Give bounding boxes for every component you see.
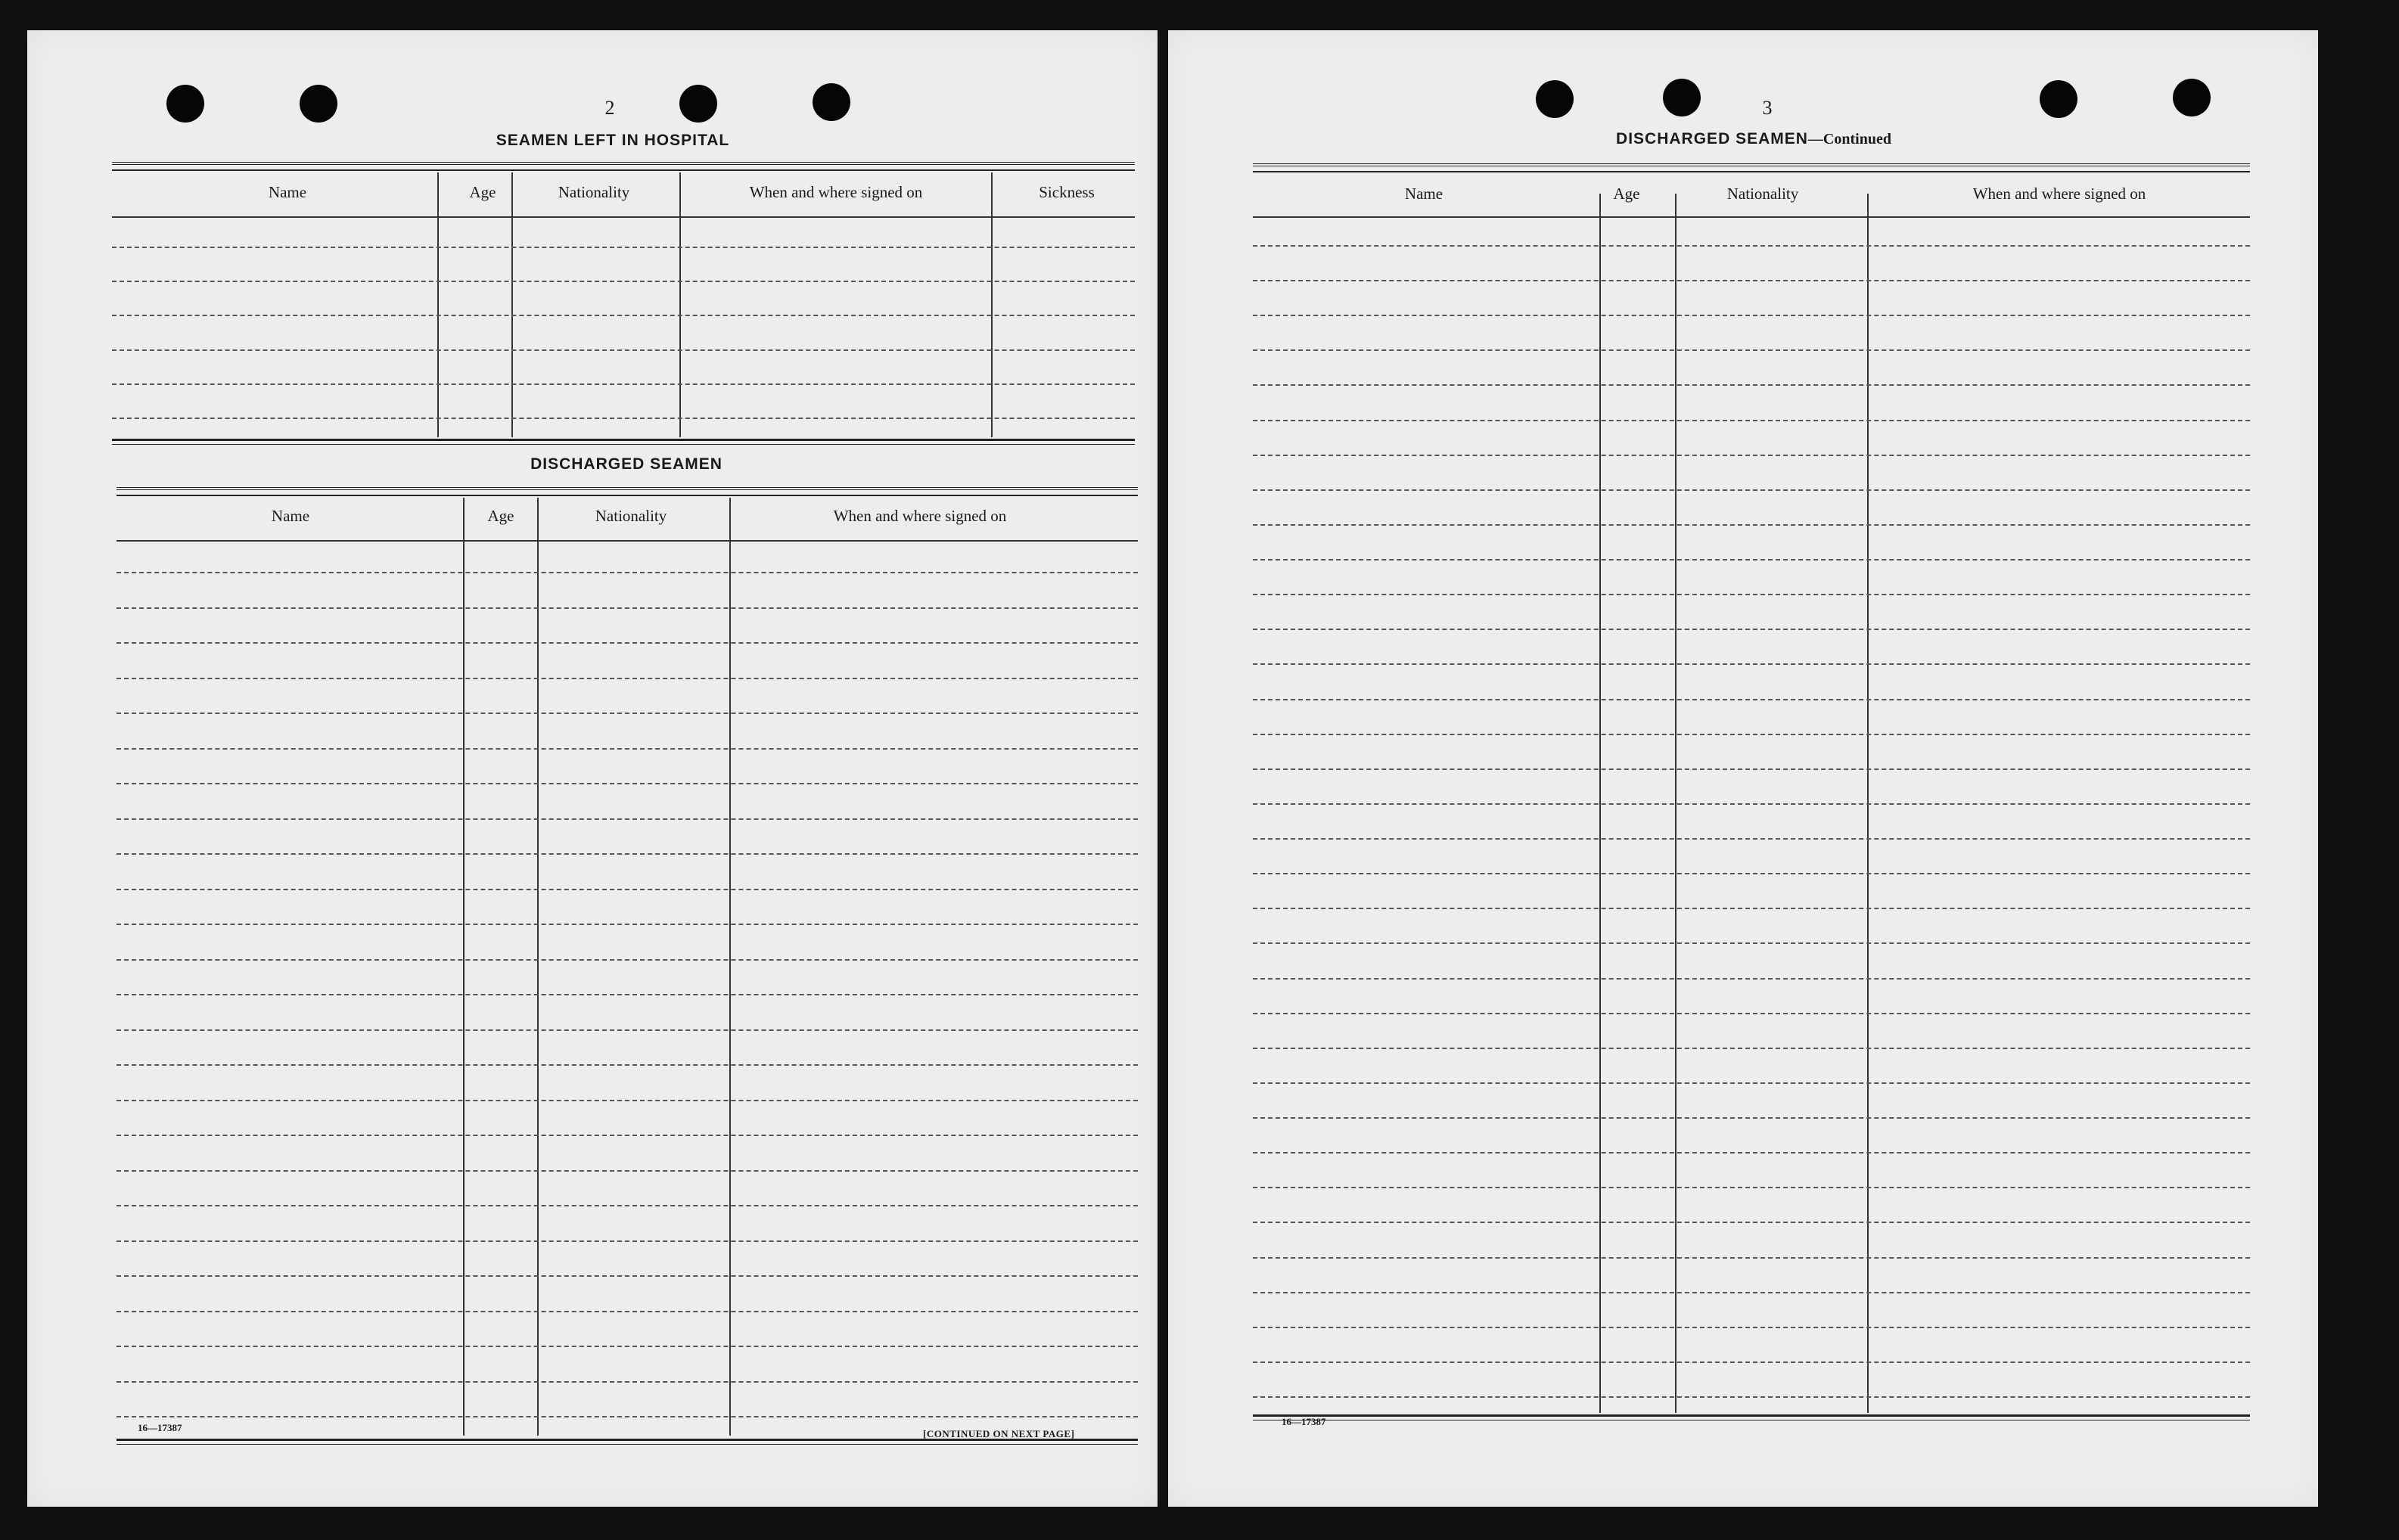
discharged-continued-title — [1616, 130, 1891, 148]
table-row — [112, 418, 1135, 419]
right-page — [1168, 30, 2318, 1507]
table-row — [117, 1100, 1138, 1101]
table-bottom-rule — [1253, 1414, 2250, 1417]
table-top-rule — [1253, 163, 2250, 169]
table-row — [117, 783, 1138, 784]
table-row — [117, 924, 1138, 925]
table-row — [1253, 1327, 2250, 1328]
table-row — [117, 1205, 1138, 1206]
discharged-section-title: DISCHARGED SEAMEN — [530, 455, 722, 473]
table-row — [1253, 420, 2250, 421]
title-suffix: —Continued — [1807, 131, 1891, 147]
table-row — [117, 748, 1138, 750]
punch-hole — [813, 83, 850, 121]
table-row — [1253, 1048, 2250, 1049]
table-row — [1253, 315, 2250, 316]
table-row — [117, 678, 1138, 679]
column-header-sickness: Sickness — [1039, 183, 1095, 201]
column-header-nationality: Nationality — [558, 183, 630, 201]
table-row — [112, 349, 1135, 351]
table-header-row — [112, 172, 1135, 218]
table-row — [117, 1240, 1138, 1242]
table-row — [1253, 280, 2250, 281]
table-bottom-rule — [112, 439, 1135, 441]
table-row — [1253, 1361, 2250, 1363]
column-header-signed-on: When and where signed on — [749, 183, 923, 201]
table-row — [117, 1275, 1138, 1277]
column-header-name: Name — [1404, 185, 1443, 203]
column-header-signed-on: When and where signed on — [1972, 185, 2146, 203]
form-number: 16—17387 — [138, 1422, 182, 1433]
table-row — [1253, 455, 2250, 456]
hospital-table — [112, 162, 1135, 464]
column-divider — [679, 172, 681, 437]
table-row — [112, 281, 1135, 282]
table-row — [112, 315, 1135, 316]
form-number: 16—17387 — [1282, 1416, 1326, 1427]
table-row — [1253, 699, 2250, 700]
page-number: 2 — [604, 97, 615, 119]
punch-hole — [1536, 80, 1574, 118]
table-row — [1253, 245, 2250, 247]
table-row — [1253, 1396, 2250, 1398]
table-row — [1253, 559, 2250, 560]
title-main: DISCHARGED SEAMEN — [1616, 130, 1808, 147]
table-row — [1253, 803, 2250, 805]
table-row — [1253, 1117, 2250, 1119]
table-row — [117, 1416, 1138, 1417]
column-divider — [729, 498, 731, 1436]
table-header-row — [117, 498, 1138, 542]
punch-hole — [2173, 79, 2211, 116]
column-divider — [437, 172, 439, 437]
table-row — [117, 853, 1138, 855]
table-row — [117, 1170, 1138, 1172]
table-row — [117, 713, 1138, 714]
table-row — [1253, 1013, 2250, 1014]
table-row — [1253, 1082, 2250, 1084]
continued-note: [CONTINUED ON NEXT PAGE] — [923, 1428, 1075, 1439]
table-row — [1253, 663, 2250, 665]
discharged-continued-table — [1253, 163, 2250, 1434]
column-header-age: Age — [469, 183, 496, 201]
table-header-row — [1253, 174, 2250, 218]
table-row — [1253, 594, 2250, 595]
table-top-rule — [112, 162, 1135, 167]
column-divider — [991, 172, 993, 437]
table-row — [1253, 838, 2250, 840]
table-row — [117, 642, 1138, 644]
table-row — [1253, 524, 2250, 526]
table-row — [117, 994, 1138, 995]
table-row — [117, 607, 1138, 609]
table-row — [117, 572, 1138, 573]
table-row — [117, 959, 1138, 961]
table-row — [1253, 768, 2250, 770]
column-divider — [511, 172, 513, 437]
column-header-name: Name — [268, 183, 307, 201]
table-row — [1253, 489, 2250, 491]
hospital-section-title: SEAMEN LEFT IN HOSPITAL — [496, 132, 730, 149]
discharged-table — [117, 487, 1138, 1463]
table-row — [1253, 734, 2250, 735]
table-row — [1253, 942, 2250, 944]
table-row — [117, 1381, 1138, 1383]
table-row — [1253, 1222, 2250, 1223]
table-row — [1253, 349, 2250, 351]
column-header-nationality: Nationality — [595, 507, 667, 525]
table-row — [1253, 1257, 2250, 1259]
punch-hole — [2040, 80, 2077, 118]
column-header-signed-on: When and where signed on — [833, 507, 1007, 525]
table-row — [112, 247, 1135, 248]
table-row — [1253, 1152, 2250, 1153]
table-row — [1253, 384, 2250, 386]
table-row — [1253, 978, 2250, 980]
punch-hole — [166, 85, 204, 123]
table-row — [117, 1135, 1138, 1136]
page-number: 3 — [1762, 97, 1773, 119]
table-row — [1253, 873, 2250, 874]
punch-hole — [300, 85, 337, 123]
table-row — [1253, 629, 2250, 630]
table-row — [1253, 1292, 2250, 1293]
table-row — [1253, 908, 2250, 909]
column-header-age: Age — [1613, 185, 1640, 203]
left-page — [27, 30, 1158, 1507]
column-divider — [537, 498, 539, 1436]
table-row — [117, 818, 1138, 820]
table-row — [117, 1064, 1138, 1066]
table-row — [112, 383, 1135, 385]
column-header-age: Age — [487, 507, 514, 525]
table-row — [117, 1029, 1138, 1031]
punch-hole — [1663, 79, 1701, 116]
table-row — [1253, 1187, 2250, 1188]
table-top-rule — [117, 487, 1138, 492]
table-row — [117, 889, 1138, 890]
punch-hole — [679, 85, 717, 123]
table-row — [117, 1311, 1138, 1312]
column-header-name: Name — [271, 507, 310, 525]
table-row — [117, 1346, 1138, 1347]
column-divider — [463, 498, 465, 1436]
column-header-nationality: Nationality — [1726, 185, 1799, 203]
